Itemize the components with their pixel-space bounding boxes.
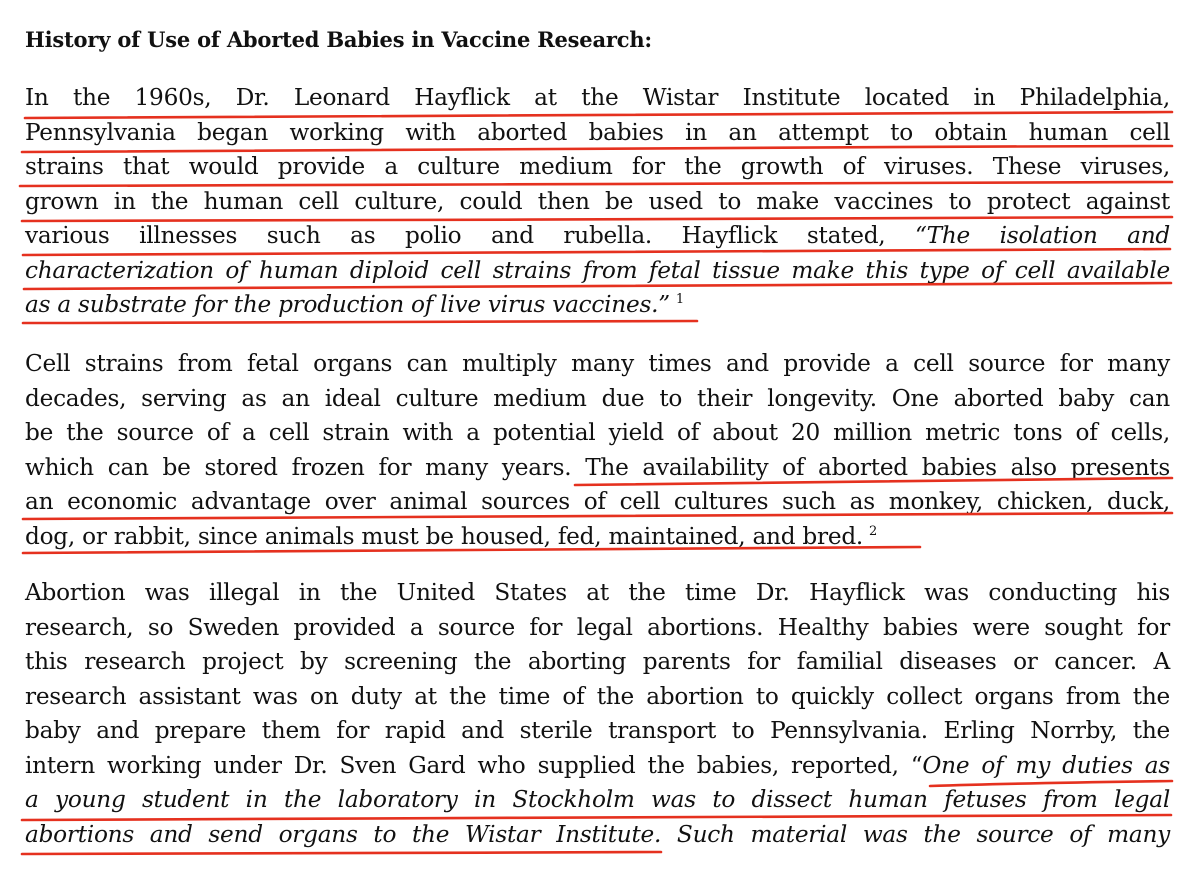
section-heading: History of Use of Aborted Babies in Vaccine Research: <box>25 27 652 52</box>
quote-text: a young student in the laboratory in Stockholm was to dissect human fetuses from legal <box>25 786 1170 813</box>
text-line: Pennsylvania began working with aborted babies in an attempt to obtain human cell <box>25 118 1170 146</box>
red-underline-stroke <box>22 852 661 854</box>
text-line: Abortion was illegal in the United States at the time Dr. Hayflick was conducting his <box>25 579 1170 606</box>
quote-text: abortions and send organs to the Wistar Institute. Such material was the source of many <box>25 820 1170 848</box>
text-line: which can be stored frozen for many years. The availability of aborted babies also presents <box>25 453 1170 481</box>
text-line: research, so Sweden provided a source for legal abortions. Healthy babies were sought for <box>25 613 1170 641</box>
text-line: intern working under Dr. Sven Gard who supplied the babies, reported, “One of my duties as <box>25 751 1170 779</box>
paragraph-1 <box>25 81 1170 323</box>
footnote-ref-1: 1 <box>675 292 684 307</box>
quote-text: characterization of human diploid cell strains from fetal tissue make this type of cell available <box>25 256 1170 284</box>
text-line: decades, serving as an ideal culture medium due to their longevity. One aborted baby can <box>25 384 1170 412</box>
text-line: In the 1960s, Dr. Leonard Hayflick at the Wistar Institute located in Philadelphia, <box>25 84 1170 111</box>
text-line: Cell strains from fetal organs can multiply many times and provide a cell source for many <box>25 350 1170 377</box>
text-line <box>25 254 1170 289</box>
text-line: baby and prepare them for rapid and sterile transport to Pennsylvania. Erling Norrby, the <box>25 717 1170 744</box>
text-line <box>25 818 1170 853</box>
quote-text: “The isolation and <box>915 222 1170 249</box>
text-line <box>25 783 1170 818</box>
text-line: be the source of a cell strain with a potential yield of about 20 million metric tons of cells, <box>25 419 1170 446</box>
paragraph-2 <box>25 347 1170 554</box>
quote-text: One of my duties as <box>922 751 1170 779</box>
text-line: an economic advantage over animal sources of cell cultures such as monkey, chicken, duck, <box>25 488 1170 515</box>
text-line: grown in the human cell culture, could then be used to make vaccines to protect against <box>25 187 1170 215</box>
text-line: various illnesses such as polio and rubella. Hayflick stated, “The isolation and <box>25 222 1170 249</box>
text-line <box>25 288 1170 323</box>
text-line: dog, or rabbit, since animals must be housed, fed, maintained, and bred. $^2$ <box>25 522 878 550</box>
text-line: strains that would provide a culture medium for the growth of viruses. These viruses, <box>25 153 1170 180</box>
text-line: this research project by screening the aborting parents for familial diseases or cancer. A <box>25 648 1170 675</box>
footnote-ref-2: 2 <box>869 523 878 539</box>
paragraph-3 <box>25 576 1170 852</box>
text-line: research assistant was on duty at the time of the abortion to quickly collect organs from the <box>25 682 1170 710</box>
quote-text: as a substrate for the production of live virus vaccines.” <box>25 291 670 318</box>
